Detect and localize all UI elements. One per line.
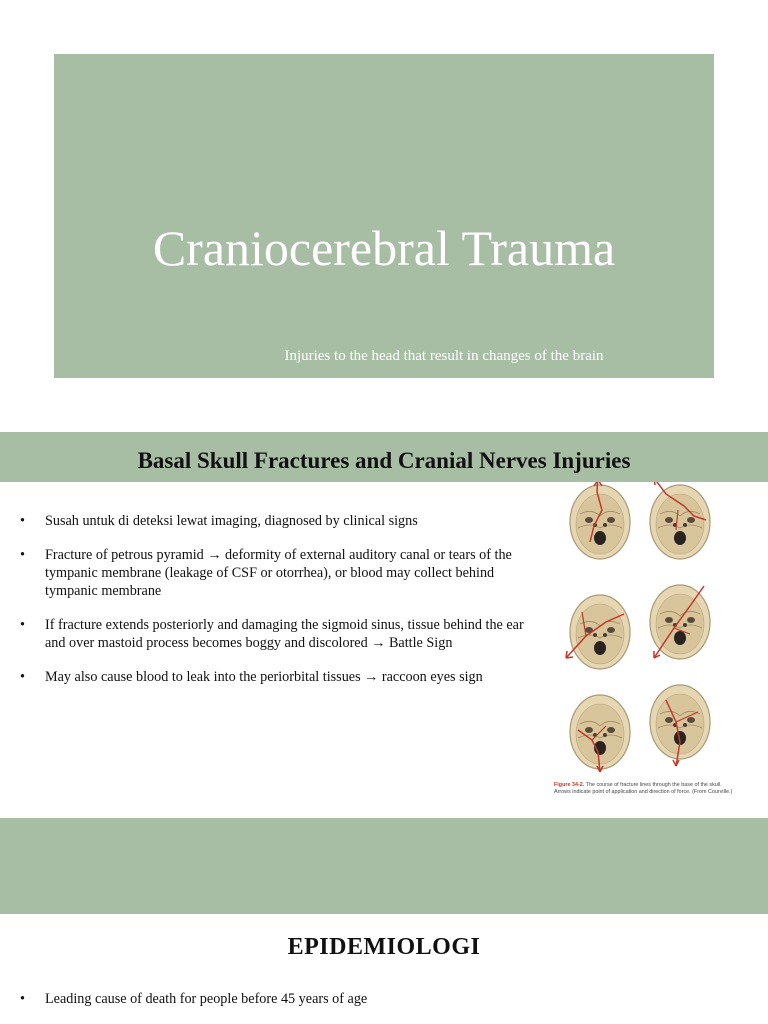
skull-diagram-4 xyxy=(650,585,710,659)
skull-fracture-figure xyxy=(552,482,744,818)
bullet-item xyxy=(20,668,535,686)
skull-illustrations xyxy=(552,482,744,782)
bullet-text: Leading cause of death for people before 45 years of age xyxy=(45,991,368,1007)
bullet-item xyxy=(20,512,535,530)
bullet-item xyxy=(20,546,535,600)
bullet-text: May also cause blood to leak into the periorbital tissues → raccoon eyes sign xyxy=(45,669,483,685)
figure-caption xyxy=(554,782,736,796)
slide2-bullet-list xyxy=(20,512,535,702)
bullet-text: Fracture of petrous pyramid → deformity of external auditory canal or tears of the tympanic membrane (leakage of CSF or otorrhea), or blood may collect behind tympanic membrane xyxy=(45,547,512,599)
bullet-icon: • xyxy=(20,513,25,529)
slide2-title: Basal Skull Fractures and Cranial Nerves Injuries xyxy=(137,448,631,473)
bullet-text: If fracture extends posteriorly and damaging the sigmoid sinus, tissue behind the ear and over mastoid process becomes boggy and discolored → Battle Sign xyxy=(45,617,524,651)
slide3-bullet-list xyxy=(20,990,720,1008)
slide2-header-band xyxy=(0,432,768,482)
skull-diagram-1 xyxy=(570,482,630,559)
slide-title: Craniocerebral Trauma xyxy=(152,220,616,276)
slide3-header-band xyxy=(0,818,768,914)
bullet-icon: • xyxy=(20,617,25,633)
figure-caption-text: The course of fracture lines through the base of the skull. Arrows indicate point of application and direction of force. (From Courville.) xyxy=(554,782,733,795)
title-slide xyxy=(54,54,714,378)
slide-subtitle: Injuries to the head that result in changes of the brain xyxy=(284,348,604,364)
bullet-text: Susah untuk di deteksi lewat imaging, diagnosed by clinical signs xyxy=(45,513,418,529)
figure-label: Figure 34-2. xyxy=(554,782,585,788)
slide3-title: EPIDEMIOLOGI xyxy=(287,934,481,960)
bullet-item xyxy=(20,616,535,652)
skull-diagram-6 xyxy=(650,685,710,766)
bullet-item xyxy=(20,990,720,1008)
bullet-icon: • xyxy=(20,991,25,1007)
skull-diagram-3 xyxy=(566,595,630,669)
skull-diagram-5 xyxy=(570,695,630,772)
bullet-icon: • xyxy=(20,669,25,685)
bullet-icon: • xyxy=(20,547,25,563)
skull-diagram-2 xyxy=(650,482,710,559)
